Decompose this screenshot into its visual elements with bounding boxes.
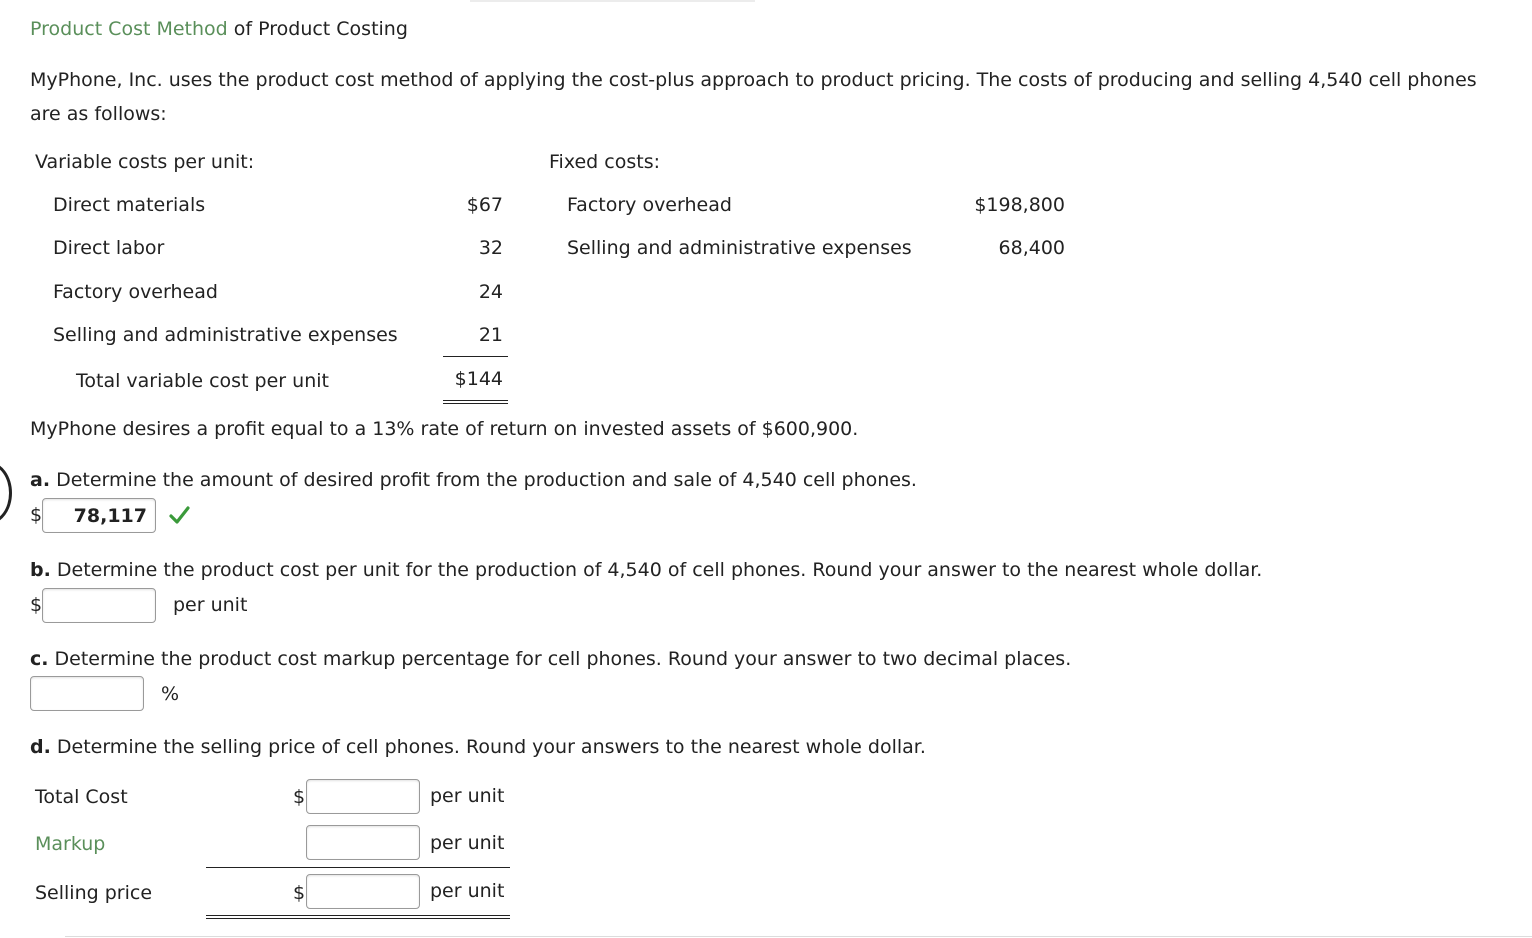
variable-row-value: 32	[478, 237, 503, 259]
question-b-text: Determine the product cost per unit for the production of 4,540 of cell phones. Round your answer to the nearest whole dollar.	[56, 559, 1263, 581]
currency-symbol: $	[293, 882, 306, 904]
fixed-row-label: Factory overhead	[567, 194, 732, 216]
variable-row-label: Direct materials	[53, 194, 206, 216]
selling-price-input[interactable]	[306, 874, 420, 909]
check-icon	[168, 504, 190, 526]
per-unit-label: per unit	[430, 880, 505, 902]
variable-row-value: $67	[466, 194, 503, 216]
profit-statement: MyPhone desires a profit equal to a 13% rate of return on invested assets of $600,900.	[30, 418, 859, 440]
currency-symbol: $	[30, 594, 43, 616]
desired-profit-input[interactable]	[42, 498, 156, 533]
question-c-letter: c.	[30, 648, 49, 670]
question-c-text: Determine the product cost markup percentage for cell phones. Round your answer to two decimal places.	[54, 648, 1072, 670]
variable-costs-header: Variable costs per unit:	[35, 151, 255, 173]
question-b	[30, 559, 1262, 581]
total-cost-label: Total Cost	[35, 786, 128, 808]
markup-percentage-input[interactable]	[30, 676, 144, 711]
total-variable-value: $144	[454, 368, 503, 390]
total-cost-input[interactable]	[306, 779, 420, 814]
total-variable-label: Total variable cost per unit	[76, 370, 329, 392]
question-c	[30, 648, 1071, 670]
per-unit-label: per unit	[173, 594, 248, 616]
fixed-row-value: 68,400	[998, 237, 1065, 259]
fixed-row-label: Selling and administrative expenses	[567, 237, 912, 259]
scroll-indicator-arc	[0, 462, 12, 524]
page-title	[30, 18, 408, 40]
variable-row-label: Direct labor	[53, 237, 165, 259]
currency-symbol: $	[293, 786, 306, 808]
intro-line-2: are as follows:	[30, 103, 167, 125]
markup-link[interactable]: Markup	[35, 833, 106, 855]
question-a	[30, 469, 917, 491]
subtotal-rule	[443, 356, 508, 357]
variable-row-label: Factory overhead	[53, 281, 218, 303]
selling-price-label: Selling price	[35, 882, 153, 904]
percent-label: %	[161, 683, 180, 705]
subtotal-rule	[206, 867, 510, 868]
variable-row-label: Selling and administrative expenses	[53, 324, 398, 346]
variable-row-value: 24	[478, 281, 503, 303]
total-double-rule-bottom	[443, 403, 508, 404]
total-double-rule-top	[206, 915, 510, 916]
bottom-divider	[65, 936, 1532, 937]
top-divider	[470, 0, 755, 2]
product-cost-per-unit-input[interactable]	[42, 588, 156, 623]
fixed-costs-header: Fixed costs:	[549, 151, 660, 173]
total-double-rule-top	[443, 400, 508, 401]
variable-row-value: 21	[478, 324, 503, 346]
currency-symbol: $	[30, 504, 43, 526]
question-b-letter: b.	[30, 559, 51, 581]
markup-input[interactable]	[306, 825, 420, 860]
question-a-letter: a.	[30, 469, 51, 491]
title-rest: of Product Costing	[227, 18, 408, 40]
total-double-rule-bottom	[206, 918, 510, 919]
question-a-text: Determine the amount of desired profit from the production and sale of 4,540 cell phones.	[56, 469, 917, 491]
per-unit-label: per unit	[430, 832, 505, 854]
question-d	[30, 736, 926, 758]
product-cost-method-link[interactable]: Product Cost Method	[30, 18, 228, 40]
fixed-row-value: $198,800	[974, 194, 1065, 216]
per-unit-label: per unit	[430, 785, 505, 807]
question-d-text: Determine the selling price of cell phones. Round your answers to the nearest whole dollar.	[56, 736, 926, 758]
question-d-letter: d.	[30, 736, 51, 758]
intro-line-1: MyPhone, Inc. uses the product cost method of applying the cost-plus approach to product pricing. The costs of producing and selling 4,540 cell phones	[30, 69, 1477, 91]
